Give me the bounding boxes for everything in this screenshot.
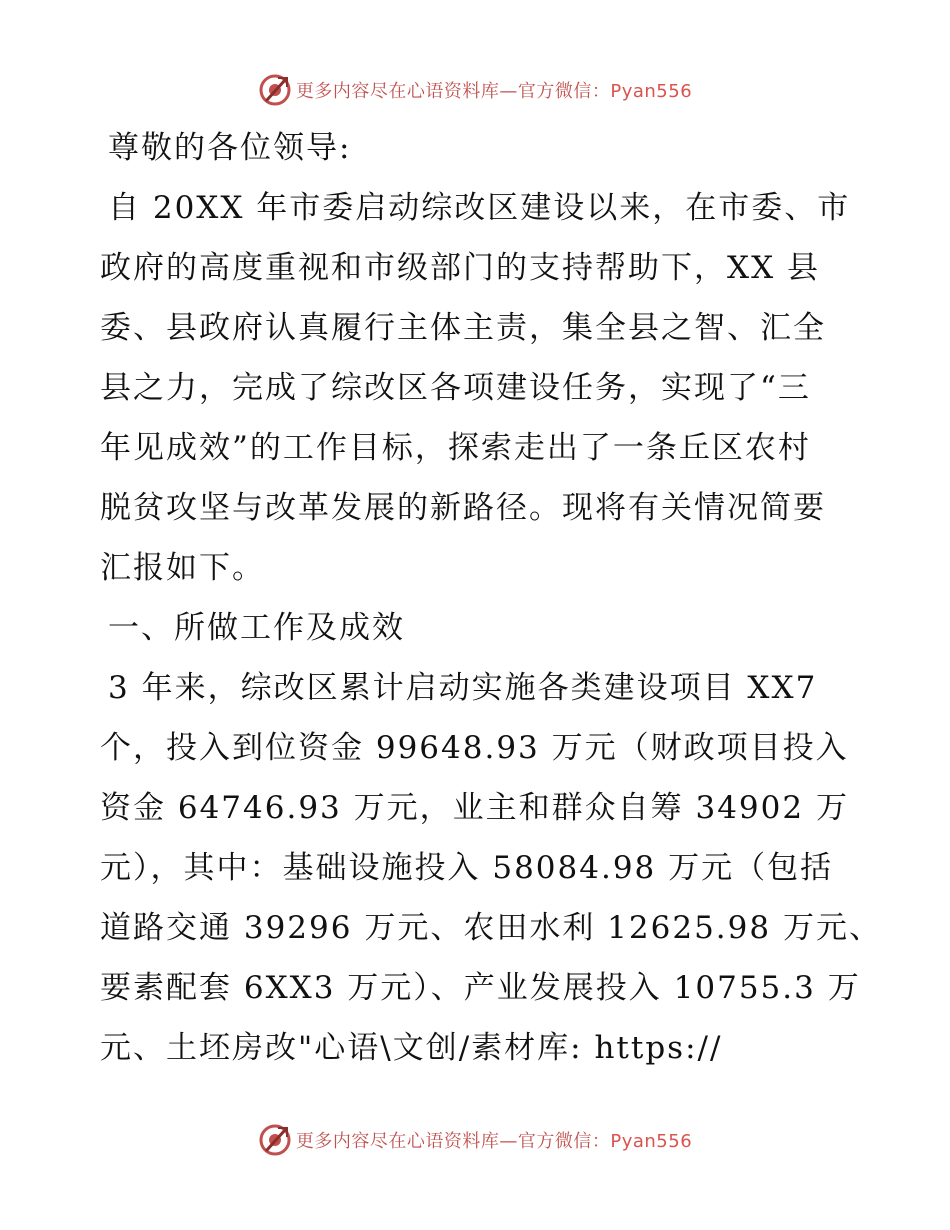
footer-watermark-banner	[0, 1120, 950, 1160]
banner-dash: —	[499, 1131, 518, 1152]
banner-official-label: 官方微信：	[517, 81, 611, 102]
banner-wechat-id: Pyan556	[610, 81, 693, 102]
paragraph-line: 要素配套 6XX3 万元）、产业发展投入 10755.3 万	[100, 970, 861, 1006]
paragraph-line: 道路交通 39296 万元、农田水利 12625.98 万元、	[100, 910, 882, 946]
banner-wechat-id: Pyan556	[610, 1131, 693, 1152]
paragraph-line: 汇报如下。	[100, 550, 265, 586]
banner-dash: —	[499, 81, 518, 102]
banner-main-text: 更多内容尽在心语资料库	[295, 1131, 500, 1152]
paragraph-line: 自 20XX 年市委启动综改区建设以来，在市委、市	[108, 190, 851, 226]
paragraph-line: 政府的高度重视和市级部门的支持帮助下，XX 县	[100, 250, 820, 286]
paragraph-line: 个，投入到位资金 99648.93 万元（财政项目投入	[100, 730, 849, 766]
banner-text	[296, 1127, 692, 1153]
paragraph-line: 脱贫攻坚与改革发展的新路径。现将有关情况简要	[100, 490, 826, 526]
paragraph-line: 3 年来，综改区累计启动实施各类建设项目 XX7	[108, 670, 818, 706]
brand-logo-icon	[258, 1123, 292, 1157]
salutation: 尊敬的各位领导:	[108, 130, 352, 166]
banner-official-label: 官方微信：	[517, 1131, 611, 1152]
paragraph-line: 委、县政府认真履行主体主责，集全县之智、汇全	[100, 310, 826, 346]
paragraph-line: 县之力，完成了综改区各项建设任务，实现了“三	[100, 370, 811, 406]
banner-main-text: 更多内容尽在心语资料库	[295, 81, 500, 102]
section-heading: 一、所做工作及成效	[108, 610, 405, 646]
brand-logo-icon	[258, 73, 292, 107]
banner-text	[296, 77, 692, 103]
paragraph-line: 年见成效”的工作目标，探索走出了一条丘区农村	[100, 430, 811, 466]
paragraph-line: 资金 64746.93 万元，业主和群众自筹 34902 万	[100, 790, 849, 826]
paragraph-line: 元），其中：基础设施投入 58084.98 万元（包括	[100, 850, 834, 886]
header-watermark-banner	[0, 70, 950, 110]
paragraph-line: 元、土坯房改"心语\文创/素材库: https://	[100, 1030, 723, 1066]
document-body	[100, 118, 882, 1078]
